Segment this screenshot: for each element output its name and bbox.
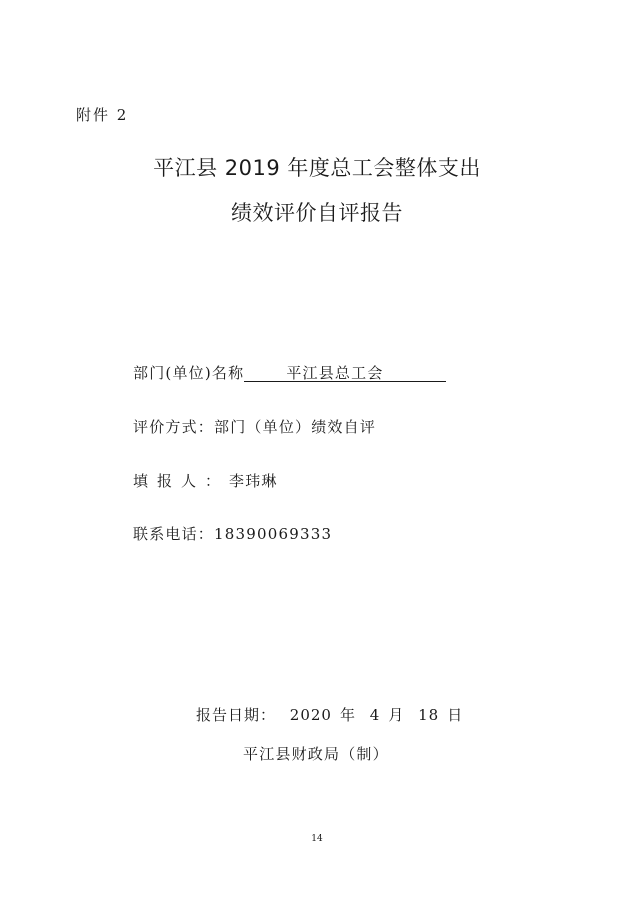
report-date (196, 704, 463, 725)
department-label: 部门(单位)名称 (133, 364, 245, 382)
evaluation-method-field (133, 416, 376, 437)
report-date-month: 4 (369, 706, 381, 724)
department-field (133, 362, 446, 383)
report-date-month-unit: 月 (388, 706, 405, 724)
phone-value: 18390069333 (214, 525, 333, 543)
reporter-label: 填报人： (133, 472, 230, 490)
report-date-day: 18 (418, 706, 440, 724)
report-title-line-1: 平江县 2019 年度总工会整体支出 (153, 156, 481, 180)
department-value: 平江县总工会 (244, 365, 446, 382)
attachment-label: 附件 2 (76, 106, 129, 124)
page-number: 14 (311, 834, 323, 844)
evaluation-method-value: 部门（单位）绩效自评 (214, 418, 377, 436)
reporter-field (133, 470, 278, 491)
phone-field (133, 523, 332, 544)
report-date-year: 2020 (289, 706, 332, 724)
reporter-value: 李玮琳 (229, 472, 278, 490)
report-date-label: 报告日期： (196, 706, 277, 724)
issuer: 平江县财政局（制） (243, 745, 389, 763)
report-title-line-2: 绩效评价自评报告 (231, 201, 403, 225)
phone-label: 联系电话： (133, 525, 215, 543)
report-date-day-unit: 日 (447, 706, 464, 724)
report-date-year-unit: 年 (339, 706, 356, 724)
evaluation-method-label: 评价方式： (133, 418, 215, 436)
